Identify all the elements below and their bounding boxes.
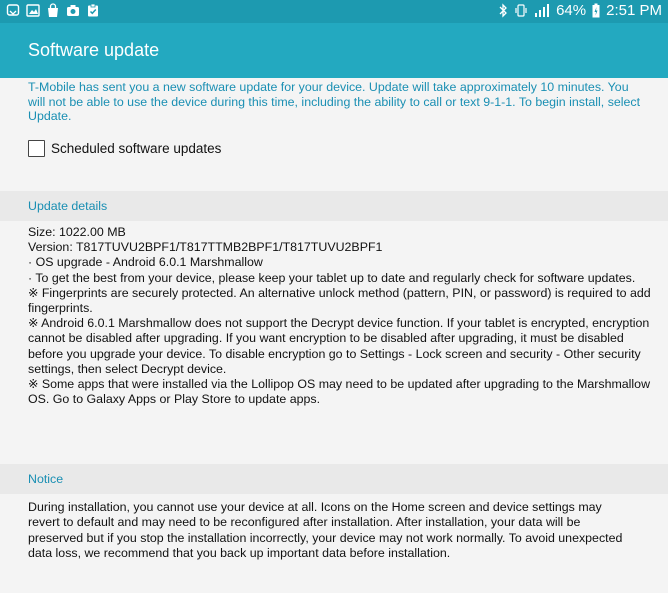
- scheduled-updates-label[interactable]: Scheduled software updates: [51, 141, 222, 156]
- notification-icons: [6, 3, 100, 18]
- update-version: Version: T817TUVU2BPF1/T817TTMB2BPF1/T817TUVU2BPF1: [28, 240, 383, 255]
- notice-text: During installation, you cannot use your device at all. Icons on the Home screen and device settings may revert to default and may need to be reconfigured after installation. After installation, your data will be preserved but if you stop the installation incorrectly, your device may not work normally. To avoid unexpected data loss, we recommend that you back up important data before installation.: [28, 500, 623, 560]
- status-bar: [0, 0, 668, 23]
- screen-mirroring-icon: [6, 3, 20, 18]
- clock: 2:51 PM: [606, 2, 662, 19]
- detail-item: ※ Android 6.0.1 Marshmallow does not support the Decrypt device function. If your tablet is encrypted, encryption cannot be disabled after upgrading. If you want encryption to be disabled after upgrading, it must be disabled before you upgrade your device. To disable encryption go to Settings - Lock screen and security - Other security settings, then select Decrypt device.: [28, 316, 650, 376]
- detail-item: ※ Some apps that were installed via the Lollipop OS may need to be updated after upgrading to the Marshmallow OS. Go to Galaxy Apps or Play Store to update apps.: [28, 377, 651, 407]
- system-status: [499, 2, 662, 19]
- notice-title: Notice: [28, 472, 64, 486]
- vibrate-icon: [514, 3, 528, 18]
- battery-percent: 64%: [556, 2, 587, 19]
- clipboard-check-icon: [86, 3, 100, 18]
- gallery-icon: [26, 3, 40, 18]
- camera-icon: [66, 3, 80, 18]
- update-details-header: [0, 191, 668, 221]
- page-title: Software update: [28, 40, 160, 60]
- scheduled-updates-checkbox[interactable]: [28, 140, 45, 157]
- bluetooth-icon: [499, 3, 508, 18]
- update-details-body: [28, 225, 653, 407]
- app-bar: [0, 23, 668, 78]
- update-details-title: Update details: [28, 199, 108, 213]
- update-intro-text[interactable]: T-Mobile has sent you a new software update for your device. Update will take approximately 10 minutes. You will not be able to use the device during this time, including the ability to call or text 9-1-1. To begin install, select Update.: [28, 80, 641, 124]
- notice-header: [0, 464, 668, 494]
- detail-item: · To get the best from your device, please keep your tablet up to date and regularly check for software updates.: [28, 270, 636, 285]
- signal-icon: [534, 3, 550, 18]
- battery-charging-icon: [592, 3, 600, 18]
- scheduled-updates-row[interactable]: [28, 140, 221, 157]
- update-size: Size: 1022.00 MB: [28, 225, 126, 239]
- detail-item: ※ Fingerprints are securely protected. An alternative unlock method (pattern, PIN, or password) is required to add fingerprints.: [28, 285, 651, 316]
- detail-item: · OS upgrade - Android 6.0.1 Marshmallow: [28, 255, 263, 270]
- store-bag-icon: [46, 3, 60, 18]
